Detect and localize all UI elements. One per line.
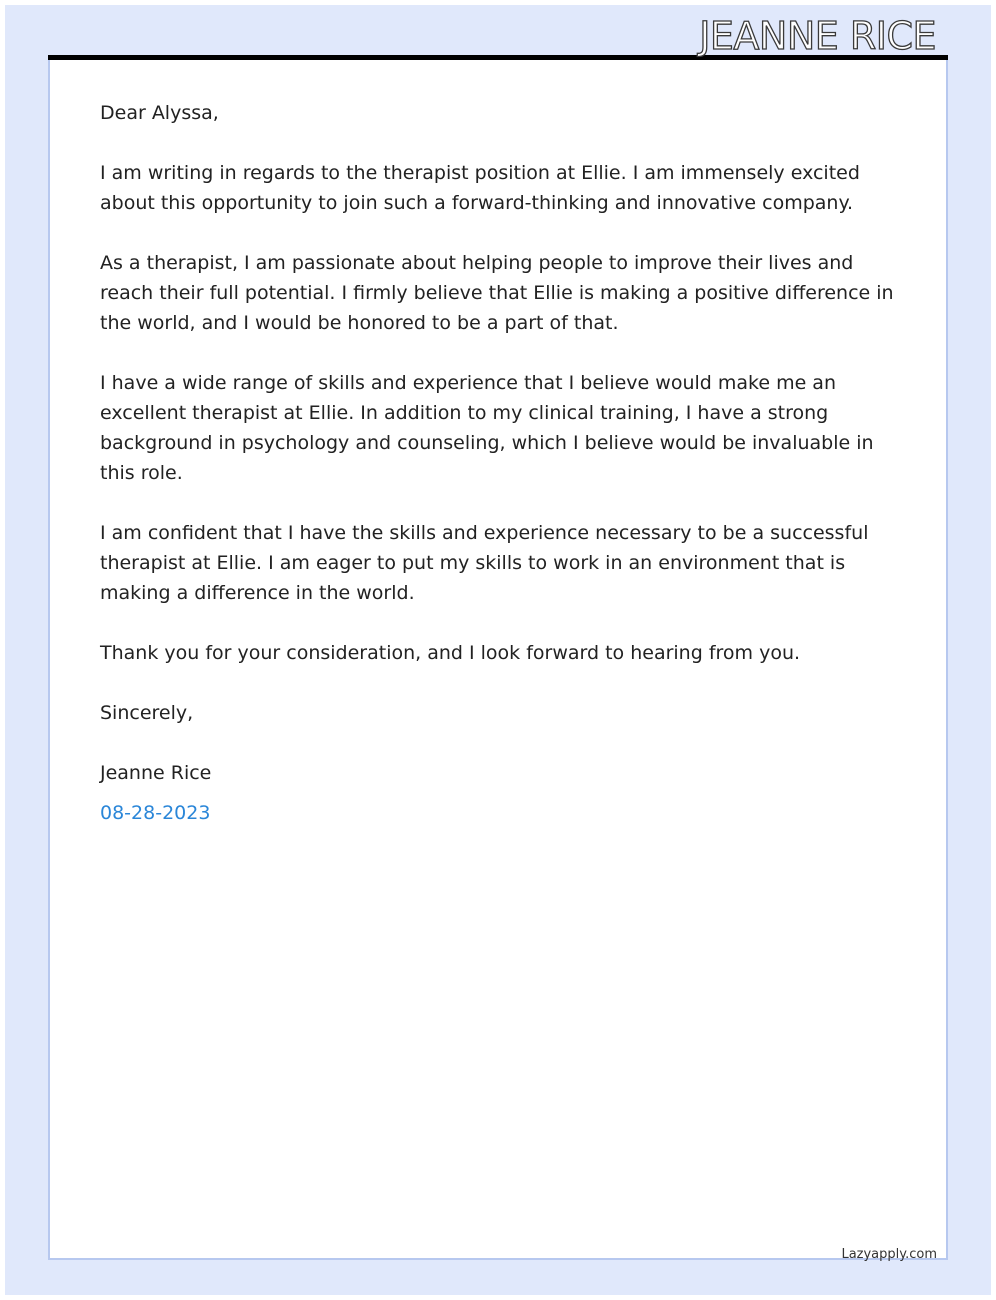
paragraph-thanks: Thank you for your consideration, and I look forward to hearing from you. [100,642,801,664]
letter-date: 08-28-2023 [100,802,211,824]
paragraph-intro: I am writing in regards to the therapist position at Ellie. I am immensely excited about this opportunity to join such a forward-thinking and innovative company. [100,162,860,214]
cover-letter-body [100,98,900,828]
signature: Jeanne Rice [100,762,212,784]
applicant-name-header: JEANNE RICE [699,14,936,58]
footer-brand: Lazyapply.com [841,1247,937,1262]
paragraph-confidence: I am confident that I have the skills and experience necessary to be a successful therapist at Ellie. I am eager to put my skills to work in an environment that is making a difference in the world. [100,522,869,604]
closing: Sincerely, [100,702,194,724]
paragraph-passion: As a therapist, I am passionate about helping people to improve their lives and reach their full potential. I firmly believe that Ellie is making a positive difference in the world, and I would be honored to be a part of that. [100,252,894,334]
paragraph-skills: I have a wide range of skills and experience that I believe would make me an excellent therapist at Ellie. In addition to my clinical training, I have a strong background in psychology and counseling, which I believe would be invaluable in this role. [100,372,874,484]
salutation: Dear Alyssa, [100,102,219,124]
